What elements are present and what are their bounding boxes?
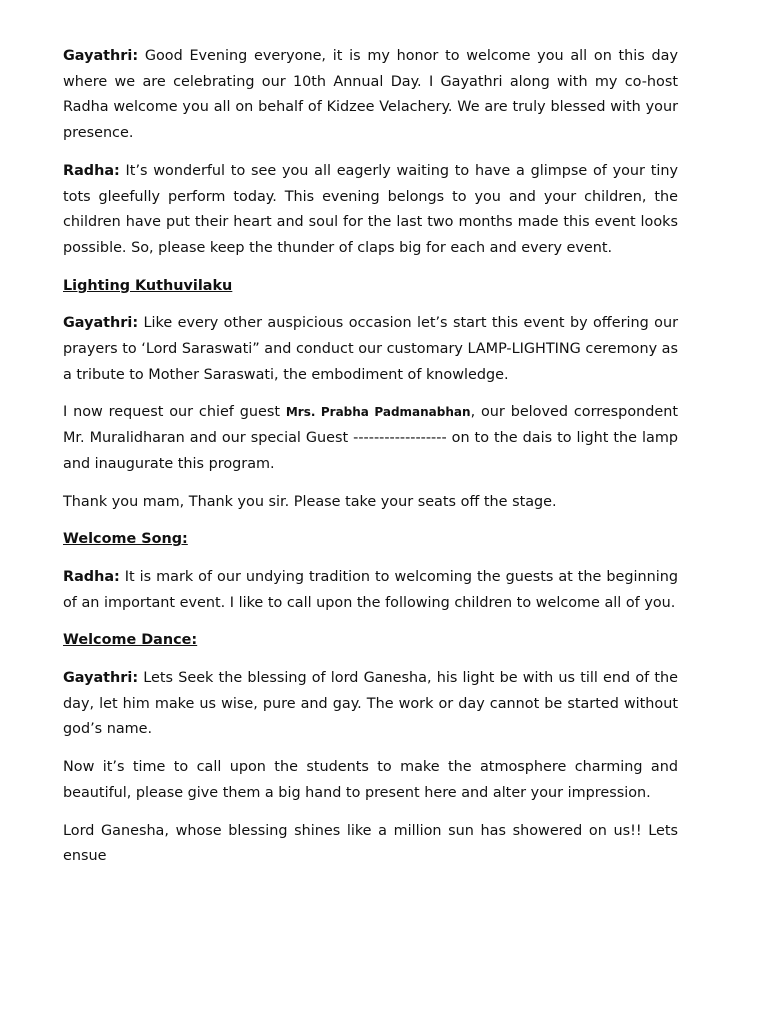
speaker-name: Gayathri: [63,48,139,64]
speaker-name: Radha: [63,568,120,585]
paragraph-radha-intro [63,159,678,262]
speaker-name: Gayathri: [63,315,139,332]
paragraph-text: Like every other auspicious occasion let’s start this event by offering our prayers to ‘Lord Saraswati” and conduct our customary LAMP-LIGHTING ceremony as a tribute to Mother Saraswati, the embodiment of knowledge. [63,315,678,383]
paragraph-thanks: Thank you mam, Thank you sir. Please take your seats off the stage. [63,493,557,510]
paragraph-text: It’s wonderful to see you all eagerly waiting to have a glimpse of your tiny tots gleefully perform today. This evening belongs to you and your children, the children have put their heart and soul for the last two months made this event looks possible. So, please keep the thunder of claps big for each and every event. [63,162,678,256]
paragraph-text: It is mark of our undying tradition to welcoming the guests at the beginning of an important event. I like to call upon the following children to welcome all of you. [63,568,678,611]
paragraph-lighting [63,311,678,388]
paragraph-text: , our beloved correspondent Mr. Muralidharan and our special Guest ------------------ on to the dais to light the lamp and inaugurate this program. [63,404,678,472]
paragraph-welcome-dance [63,666,678,743]
document-page [63,44,678,882]
paragraph-closing: Lord Ganesha, whose blessing shines like a million sun has showered on us!! Lets ensue [63,822,678,865]
heading-welcome-song: Welcome Song: [63,531,188,548]
paragraph-welcome-song [63,565,678,616]
chief-guest-name: Mrs. Prabha Padmanabhan [285,405,471,420]
paragraph-welcome [63,44,678,147]
heading-lighting-kuthuvilaku: Lighting Kuthuvilaku [63,277,233,294]
paragraph-request-guests [63,400,678,477]
heading-welcome-dance: Welcome Dance: [63,632,198,649]
paragraph-text: Lets Seek the blessing of lord Ganesha, his light be with us till end of the day, let him make us wise, pure and gay. The work or day cannot be started without god’s name. [63,670,678,738]
paragraph-text: Good Evening everyone, it is my honor to welcome you all on this day where we are celebrating our 10th Annual Day. I Gayathri along with my co-host Radha welcome you all on behalf of Kidzee Velachery. We are truly blessed with your presence. [63,48,678,142]
speaker-name: Gayathri: [63,670,139,687]
paragraph-text: I now request our chief guest [63,404,286,421]
speaker-name: Radha: [63,162,120,179]
paragraph-call-students: Now it’s time to call upon the students to make the atmosphere charming and beautiful, please give them a big hand to present here and alter your impression. [63,759,678,801]
